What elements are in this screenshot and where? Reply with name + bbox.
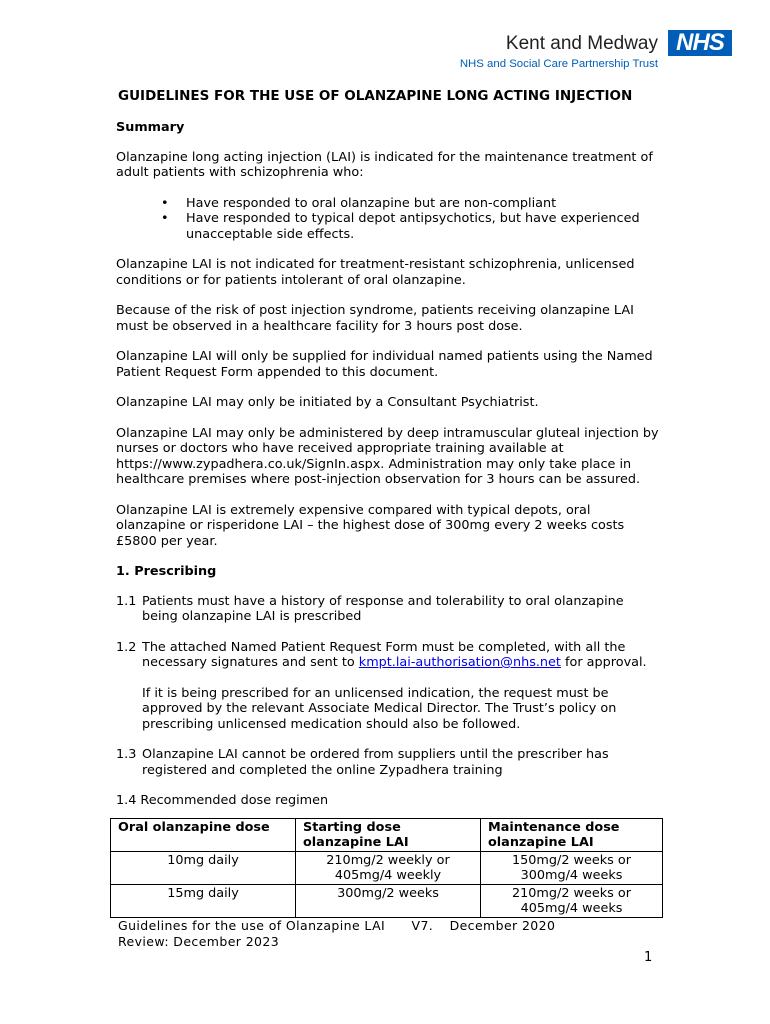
table-row: [111, 884, 663, 917]
dose-regimen-label: 1.4 Recommended dose regimen: [116, 793, 329, 808]
table-header-row: [111, 818, 663, 851]
numbered-item-1-3: [116, 747, 661, 778]
authorisation-email-link[interactable]: kmpt.lai-authorisation@nhs.net: [358, 655, 561, 670]
column-header: Maintenance dose olanzapine LAI: [481, 818, 663, 851]
column-header: Oral olanzapine dose: [111, 818, 296, 851]
footer-date: December 2020: [449, 918, 556, 933]
column-header: Starting dose olanzapine LAI: [296, 818, 481, 851]
item-text: Olanzapine LAI cannot be ordered from suppliers until the prescriber has registered and completed the online Zypadhera training: [142, 747, 609, 778]
summary-intro: Olanzapine long acting injection (LAI) is indicated for the maintenance treatment of adult patients with schizophrenia who:: [116, 149, 653, 180]
item-text: The attached Named Patient Request Form must be completed, with all the necessary signatures and sent to: [142, 639, 626, 670]
summary-paragraph: Olanzapine LAI may only be administered by deep intramuscular gluteal injection by nurses or doctors who have received appropriate training available at https://www.zypadhera.co.uk/SignIn.aspx. Administration may only take place in healthcare premises where post-injection observation for 3 hours can be assured.: [116, 425, 659, 487]
list-item: • Have responded to oral olanzapine but are non-compliant: [186, 196, 661, 212]
trust-header: [402, 30, 732, 76]
indication-list: [116, 196, 661, 243]
item-number: 1.1: [116, 593, 137, 609]
summary-paragraph: Olanzapine LAI may only be initiated by a Consultant Psychiatrist.: [116, 395, 539, 410]
table-cell: 10mg daily: [111, 851, 296, 884]
numbered-item-1-2: [116, 640, 661, 671]
summary-heading: Summary: [116, 120, 185, 135]
list-item: • Have responded to typical depot antipsychotics, but have experienced unacceptable side effects.: [186, 211, 661, 242]
table-cell: 300mg/2 weeks: [296, 884, 481, 917]
table-cell: 210mg/2 weeks or 405mg/4 weeks: [481, 884, 663, 917]
document-body: [116, 120, 661, 918]
summary-paragraph: Because of the risk of post injection syndrome, patients receiving olanzapine LAI must be observed in a healthcare facility for 3 hours post dose.: [116, 303, 634, 334]
table-cell: 15mg daily: [111, 884, 296, 917]
dose-table: [110, 818, 663, 918]
unlicensed-note: If it is being prescribed for an unlicensed indication, the request must be approved by the relevant Associate Medical Director. The Trust’s policy on prescribing unlicensed medication should also be followed.: [142, 685, 617, 732]
summary-paragraph: Olanzapine LAI will only be supplied for individual named patients using the Named Patient Request Form appended to this document.: [116, 349, 653, 380]
item-number: 1.3: [116, 747, 137, 762]
summary-paragraph: Olanzapine LAI is not indicated for treatment-resistant schizophrenia, unlicensed conditions or for patients intolerant of oral olanzapine.: [116, 257, 635, 288]
item-text-end: for approval.: [560, 655, 647, 670]
item-text: Patients must have a history of response and tolerability to oral olanzapine being olanzapine LAI is prescribed: [142, 593, 624, 624]
table-row: [111, 851, 663, 884]
nhs-logo: NHS: [668, 30, 732, 56]
document-title: GUIDELINES FOR THE USE OF OLANZAPINE LONG ACTING INJECTION: [118, 88, 633, 104]
footer-doc-name: Guidelines for the use of Olanzapine LAI: [118, 918, 386, 933]
footer-review: Review: December 2023: [118, 933, 280, 949]
numbered-item-1-1: [116, 594, 661, 625]
page-number: 1: [644, 950, 653, 965]
summary-paragraph: Olanzapine LAI is extremely expensive compared with typical depots, oral olanzapine or risperidone LAI – the highest dose of 300mg every 2 weeks costs £5800 per year.: [116, 502, 625, 549]
prescribing-heading: 1. Prescribing: [116, 564, 217, 579]
footer-version: V7.: [411, 918, 434, 933]
item-number: 1.2: [116, 639, 137, 655]
org-name: Kent and Medway: [505, 33, 658, 54]
table-cell: 150mg/2 weeks or 300mg/4 weeks: [481, 851, 663, 884]
table-cell: 210mg/2 weekly or 405mg/4 weekly: [296, 851, 481, 884]
org-subtitle: NHS and Social Care Partnership Trust: [459, 58, 658, 70]
page-footer: [118, 918, 555, 949]
